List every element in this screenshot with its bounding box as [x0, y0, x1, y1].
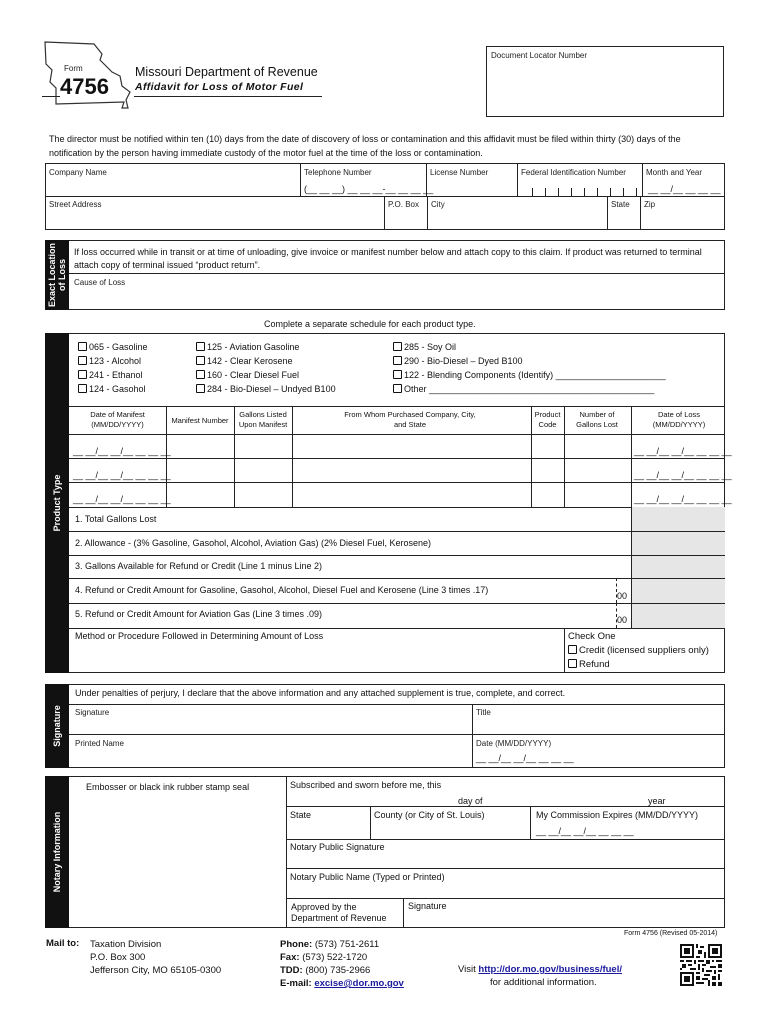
license-field[interactable]: [428, 178, 515, 196]
credit-option[interactable]: Credit (licensed suppliers only): [568, 644, 709, 658]
company-name-field[interactable]: [46, 178, 298, 196]
manifest-date-field[interactable]: __ __/__ __/__ __ __ __: [73, 470, 171, 480]
printed-name-label: Printed Name: [75, 739, 124, 748]
col-date-manifest: Date of Manifest (MM/DD/YYYY): [90, 410, 145, 429]
line-1-label: 1. Total Gallons Lost: [75, 514, 157, 524]
month-year-label: Month and Year: [646, 168, 703, 177]
product-option[interactable]: Other _____________________________________________: [393, 382, 666, 396]
city-label: City: [431, 200, 445, 209]
zip-field[interactable]: [642, 210, 722, 228]
notary-signature-field[interactable]: [288, 853, 722, 867]
telephone-label: Telephone Number: [304, 168, 372, 177]
intro-text: The director must be notified within ten (10) days from the date of discovery of loss or contamination and this affidavit must be filed within thirty (30) days of the notification by the person having immediate custody of the motor fuel at the time of the loss or contamination.: [49, 134, 681, 158]
signature-field[interactable]: [70, 718, 470, 733]
title-label: Title: [476, 708, 491, 717]
checkbox[interactable]: [196, 384, 205, 393]
method-field[interactable]: [70, 642, 560, 670]
product-column-3: [393, 340, 666, 396]
fein-label: Federal Identification Number: [521, 168, 626, 177]
check-one-label: Check One: [568, 631, 616, 642]
method-label: Method or Procedure Followed in Determining Amount of Loss: [75, 631, 324, 641]
license-label: License Number: [430, 168, 489, 177]
revision-label: Form 4756 (Revised 05-2014): [624, 930, 718, 937]
product-column-1: [78, 340, 148, 396]
document-locator-label: Document Locator Number: [491, 51, 588, 60]
mailing-address: Taxation Division P.O. Box 300 Jefferson City, MO 65105-0300: [90, 939, 222, 976]
checkbox[interactable]: [196, 370, 205, 379]
notary-sidebar: Notary Information: [45, 776, 69, 928]
department-name: Missouri Department of Revenue: [135, 65, 318, 79]
date-label: Date (MM/DD/YYYY): [476, 739, 552, 748]
commission-date-field[interactable]: __ __/__ __/__ __ __ __: [536, 826, 634, 836]
loss-date-field[interactable]: __ __/__ __/__ __ __ __: [634, 446, 732, 456]
product-option[interactable]: 125 - Aviation Gasoline: [196, 340, 336, 354]
date-field[interactable]: __ __/__ __/__ __ __ __: [476, 753, 574, 763]
form-label: Form: [64, 64, 83, 73]
form-title: Affidavit for Loss of Motor Fuel: [135, 81, 304, 93]
checkbox[interactable]: [568, 659, 577, 668]
document-locator-box[interactable]: [486, 46, 724, 117]
product-option[interactable]: 123 - Alcohol: [78, 354, 148, 368]
line-3-label: 3. Gallons Available for Refund or Credit (Line 1 minus Line 2): [75, 561, 322, 571]
product-option[interactable]: 284 - Bio-Diesel – Undyed B100: [196, 382, 336, 396]
notary-state-label: State: [290, 810, 312, 820]
col-date-loss: Date of Loss (MM/DD/YYYY): [652, 410, 706, 429]
product-option[interactable]: 290 - Bio-Diesel – Dyed B100: [393, 354, 666, 368]
notary-name-label: Notary Public Name (Typed or Printed): [290, 872, 445, 882]
state-label: State: [611, 200, 630, 209]
fein-field[interactable]: [520, 178, 640, 196]
checkbox[interactable]: [196, 356, 205, 365]
signature-label: Signature: [75, 708, 110, 717]
notary-name-field[interactable]: [288, 883, 722, 897]
col-product-code: Product Code: [534, 410, 561, 429]
product-option[interactable]: 122 - Blending Components (Identify) ______________________: [393, 368, 666, 382]
checkbox[interactable]: [78, 384, 87, 393]
email-link[interactable]: excise@dor.mo.gov: [314, 978, 404, 989]
loss-date-field[interactable]: __ __/__ __/__ __ __ __: [634, 470, 732, 480]
checkbox[interactable]: [568, 645, 577, 654]
col-gallons-listed: Gallons Listed Upon Manifest: [238, 410, 288, 429]
mail-to-label: Mail to:: [46, 938, 80, 949]
line-5-cents: 00: [617, 615, 628, 625]
checkbox[interactable]: [393, 356, 402, 365]
notary-signature-label: Notary Public Signature: [290, 842, 385, 852]
additional-info: for additional information.: [490, 977, 597, 988]
line-5-label: 5. Refund or Credit Amount for Aviation Gas (Line 3 times .09): [75, 609, 322, 619]
line-4-label: 4. Refund or Credit Amount for Gasoline, Gasohol, Alcohol, Diesel Fuel and Kerosene (Line 3 times .17): [75, 585, 489, 595]
manifest-date-field[interactable]: __ __/__ __/__ __ __ __: [73, 494, 171, 504]
col-purchased-from: From Whom Purchased Company, City, and State: [344, 410, 476, 429]
printed-name-field[interactable]: [70, 750, 470, 766]
checkbox[interactable]: [393, 384, 402, 393]
refund-option[interactable]: Refund: [568, 658, 709, 672]
loss-date-field[interactable]: __ __/__ __/__ __ __ __: [634, 494, 732, 504]
form-number: 4756: [60, 74, 109, 99]
month-year-field[interactable]: __ __/__ __ __ __: [648, 184, 721, 194]
seal-label: Embosser or black ink rubber stamp seal: [86, 782, 250, 792]
po-box-label: P.O. Box: [388, 200, 419, 209]
cause-field[interactable]: [70, 288, 724, 308]
product-option[interactable]: 241 - Ethanol: [78, 368, 148, 382]
year-label: year: [648, 796, 666, 806]
city-field[interactable]: [429, 210, 605, 228]
product-option[interactable]: 142 - Clear Kerosene: [196, 354, 336, 368]
county-label: County (or City of St. Louis): [374, 810, 485, 820]
commission-label: My Commission Expires (MM/DD/YYYY): [536, 810, 699, 820]
telephone-field[interactable]: (__ __ __) __ __ __-__ __ __ __: [304, 184, 434, 194]
approved-signature-label: Signature: [408, 901, 447, 911]
contact-info: Phone: (573) 751-2611 Fax: (573) 522-1720 TDD: (800) 735-2966 E-mail: excise@dor.mo.gov: [280, 939, 404, 989]
product-option[interactable]: 065 - Gasoline: [78, 340, 148, 354]
product-option[interactable]: 124 - Gasohol: [78, 382, 148, 396]
line-4-cents: 00: [617, 591, 628, 601]
checkbox[interactable]: [196, 342, 205, 351]
cause-label: Cause of Loss: [74, 278, 126, 287]
checkbox[interactable]: [393, 342, 402, 351]
visit-line: Visit http://dor.mo.gov/business/fuel/: [458, 964, 622, 975]
street-field[interactable]: [46, 210, 382, 228]
checkbox[interactable]: [78, 370, 87, 379]
check-one-group: [568, 630, 709, 672]
street-label: Street Address: [49, 200, 102, 209]
day-of-label: day of: [458, 796, 483, 806]
location-sidebar: Exact Location of Loss: [45, 240, 69, 310]
subscribed-label: Subscribed and sworn before me, this: [290, 780, 442, 790]
line-2-label: 2. Allowance - (3% Gasoline, Gasohol, Alcohol, Aviation Gas) (2% Diesel Fuel, Kerosene): [75, 538, 432, 548]
product-option[interactable]: 160 - Clear Diesel Fuel: [196, 368, 336, 382]
schedule-instruction: Complete a separate schedule for each product type.: [264, 319, 476, 329]
website-link[interactable]: http://dor.mo.gov/business/fuel/: [478, 964, 622, 975]
col-gallons-lost: Number of Gallons Lost: [576, 410, 618, 429]
checkbox[interactable]: [78, 342, 87, 351]
product-sidebar: Product Type: [45, 333, 69, 673]
location-instructions: If loss occurred while in transit or at time of unloading, give invoice or manifest number below and attach copy to this claim. If product was returned to terminal attach copy of terminal issued “product return”.: [74, 247, 702, 270]
perjury-statement: Under penalties of perjury, I declare that the above information and any attached supplement is true, complete, and correct.: [75, 688, 566, 698]
manifest-date-field[interactable]: __ __/__ __/__ __ __ __: [73, 446, 171, 456]
company-name-label: Company Name: [49, 168, 107, 177]
qr-code-icon: [680, 944, 722, 986]
approved-label: Approved by the Department of Revenue: [291, 902, 387, 923]
title-field[interactable]: [474, 718, 722, 733]
signature-sidebar: Signature: [45, 684, 69, 768]
checkbox[interactable]: [393, 370, 402, 379]
col-manifest-number: Manifest Number: [171, 416, 229, 425]
product-column-2: [196, 340, 336, 396]
zip-label: Zip: [644, 200, 656, 209]
product-option[interactable]: 285 - Soy Oil: [393, 340, 666, 354]
checkbox[interactable]: [78, 356, 87, 365]
